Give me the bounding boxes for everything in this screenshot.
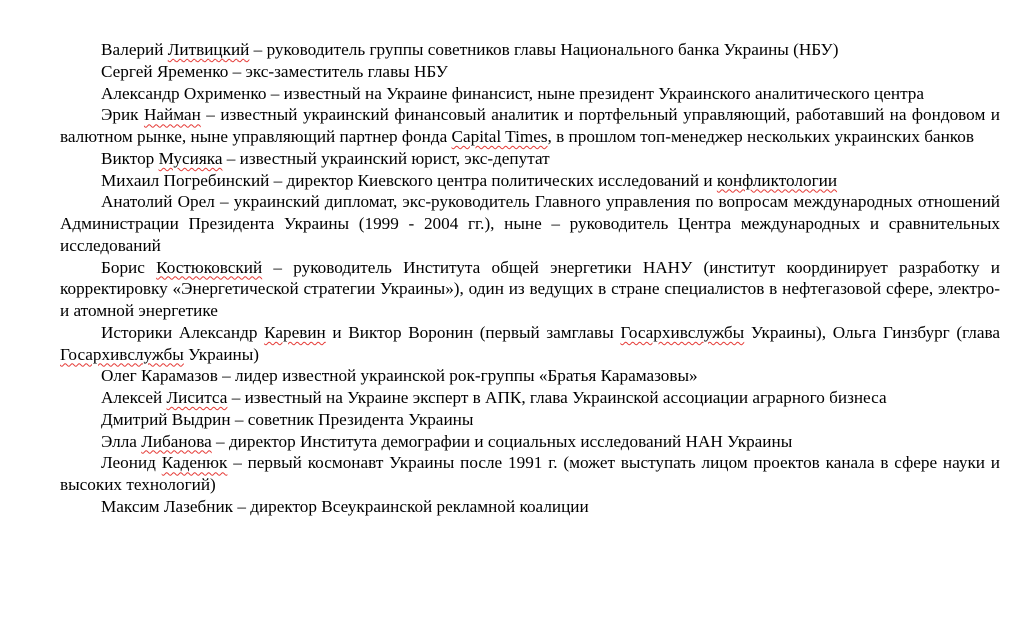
spellcheck-flagged-word: Мусияка bbox=[158, 148, 223, 168]
text-run: Историки Александр bbox=[101, 322, 265, 342]
paragraph bbox=[60, 39, 1000, 61]
paragraph bbox=[60, 496, 1000, 518]
spellcheck-flagged-word: Каденюк bbox=[161, 453, 228, 473]
spellcheck-flagged-word: Capital Times bbox=[451, 127, 548, 146]
text-run: Олег Карамазов – лидер известной украинской рок-группы «Братья Карамазовы» bbox=[101, 366, 698, 386]
text-run: – известный на Украине эксперт в АПК, глава Украинской ассоциации аграрного бизнеса bbox=[227, 388, 887, 407]
text-run: – руководитель группы советников главы Национального банка Украины (НБУ) bbox=[249, 40, 839, 59]
text-run: Валерий bbox=[101, 40, 168, 59]
text-run: – руководитель Института общей энергетики НАНУ (институт координирует разработку и корректировку «Энергетической стратегии Украины»), один из ведущих в стране специалистов в нефтегазовой сфере, электро- и атомной энергетике bbox=[60, 257, 1000, 320]
paragraph bbox=[60, 83, 1000, 105]
paragraph bbox=[60, 104, 1000, 148]
text-run: Александр Охрименко – известный на Украине финансист, ныне президент Украинского аналитического центра bbox=[101, 83, 925, 103]
paragraph bbox=[60, 409, 1000, 431]
paragraph bbox=[60, 191, 1000, 256]
text-run: Борис bbox=[101, 257, 157, 277]
text-run: – известный украинский финансовый аналитик и портфельный управляющий, работавший на фондовом и валютном рынке, ныне управляющий партнер фонда bbox=[60, 105, 1000, 146]
paragraph bbox=[60, 257, 1000, 322]
paragraph bbox=[60, 322, 1000, 366]
text-run: Дмитрий Выдрин – советник Президента Украины bbox=[101, 409, 474, 429]
spellcheck-flagged-word: конфликтологии bbox=[716, 170, 838, 190]
text-run: , в прошлом топ-менеджер нескольких украинских банков bbox=[547, 127, 974, 146]
text-run: Виктор bbox=[101, 148, 159, 168]
paragraph bbox=[60, 431, 1000, 453]
spellcheck-flagged-word: Лиситса bbox=[166, 388, 228, 407]
text-run: Украины) bbox=[183, 344, 260, 364]
document-body bbox=[60, 39, 1000, 518]
spellcheck-flagged-word: Госархивслужбы bbox=[620, 322, 745, 342]
spellcheck-flagged-word: Литвицкий bbox=[167, 40, 250, 59]
text-run: Леонид bbox=[101, 453, 162, 473]
paragraph bbox=[60, 148, 1000, 170]
paragraph bbox=[60, 387, 1000, 409]
spellcheck-flagged-word: Госархивслужбы bbox=[60, 344, 184, 364]
text-run: Эрик bbox=[101, 105, 144, 125]
spellcheck-flagged-word: Каревин bbox=[264, 322, 326, 342]
paragraph bbox=[60, 61, 1000, 83]
text-run: Элла bbox=[101, 431, 142, 451]
spellcheck-flagged-word: Либанова bbox=[141, 431, 212, 451]
text-run: Украины), Ольга Гинзбург (глава bbox=[744, 322, 1000, 342]
text-run: Максим Лазебник – директор Всеукраинской рекламной коалиции bbox=[101, 496, 589, 516]
text-run: Алексей bbox=[101, 388, 167, 407]
text-run: – директор Института демографии и социальных исследований НАН Украины bbox=[211, 431, 793, 451]
text-run: – первый космонавт Украины после 1991 г. (может выступать лицом проектов канала в сфере науки и высоких технологий) bbox=[60, 453, 1001, 494]
text-run: и Виктор Воронин (первый замглавы bbox=[325, 322, 621, 342]
paragraph bbox=[60, 365, 1000, 387]
spellcheck-flagged-word: Найман bbox=[143, 105, 201, 125]
spellcheck-flagged-word: Костюковский bbox=[156, 257, 263, 277]
paragraph bbox=[60, 170, 1000, 192]
text-run: Анатолий Орел – украинский дипломат, экс-руководитель Главного управления по вопросам международных отношений Администрации Президента Украины (1999 - 2004 гг.), ныне – руководитель Центра международных и сравнительных исследований bbox=[60, 192, 1000, 255]
text-run: Сергей Яременко – экс-заместитель главы НБУ bbox=[101, 61, 448, 81]
text-run: – известный украинский юрист, экс-депутат bbox=[222, 148, 550, 168]
text-run: Михаил Погребинский – директор Киевского центра политических исследований и bbox=[101, 170, 717, 190]
paragraph bbox=[60, 452, 1000, 496]
